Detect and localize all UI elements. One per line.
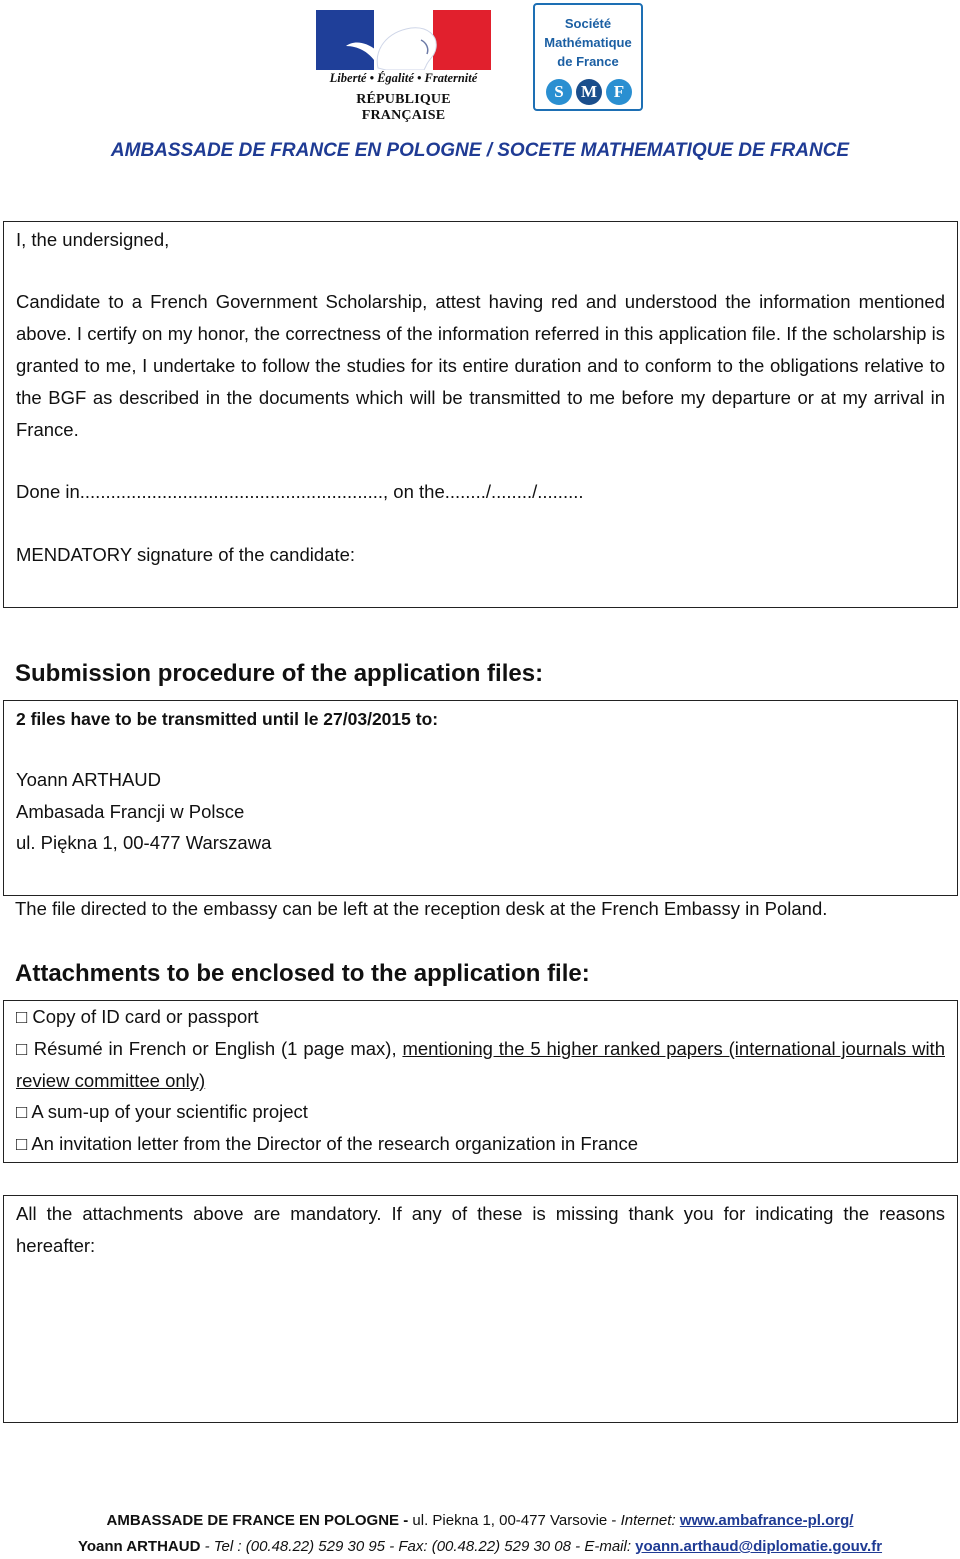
declaration-intro: I, the undersigned, <box>16 229 170 250</box>
footer-line1 <box>0 1512 960 1529</box>
smf-name-line2: Mathématique <box>544 35 632 50</box>
attachment-label-underlined: mentioning the 5 higher ranked papers (international journals with review committee only) <box>16 1038 945 1091</box>
submission-box <box>3 700 958 896</box>
footer-tel-label: - Tel : <box>200 1538 242 1555</box>
marianne-flag-emblem <box>316 10 491 70</box>
address-street: ul. Piękna 1, 00-477 Warszawa <box>16 832 272 853</box>
submission-title: Submission procedure of the application files: <box>15 660 544 687</box>
attachment-item-id <box>16 1001 259 1033</box>
signature-label: MENDATORY signature of the candidate: <box>16 544 356 565</box>
attachments-box <box>3 1000 958 1163</box>
footer-address: ul. Piekna 1, 00-477 Varsovie - <box>412 1512 621 1529</box>
smf-name-line1: Société <box>564 16 612 31</box>
attachment-label: A sum-up of your scientific project <box>31 1101 308 1122</box>
footer-website-link[interactable]: www.ambafrance-pl.org/ <box>679 1512 854 1529</box>
attachment-item-invitation <box>16 1128 638 1160</box>
footer-fax-label: - Fax: <box>385 1538 428 1555</box>
footer-tel: (00.48.22) 529 30 95 <box>241 1538 386 1555</box>
republique-motto: Liberté • Égalité • Fraternité <box>329 71 478 85</box>
smf-letter-m: M <box>576 79 602 105</box>
attachment-label: An invitation letter from the Director of the research organization in France <box>31 1133 638 1154</box>
address-name: Yoann ARTHAUD <box>16 769 162 790</box>
footer-contact-name: Yoann ARTHAUD <box>77 1538 201 1555</box>
attachments-title: Attachments to be enclosed to the application file: <box>15 960 590 987</box>
marianne-icon <box>316 10 491 70</box>
checkbox-icon[interactable]: □ <box>16 1133 28 1154</box>
smf-logo <box>533 3 643 111</box>
footer-fax: (00.48.22) 529 30 08 - <box>427 1538 585 1555</box>
attachment-item-resume <box>16 1033 945 1097</box>
attachment-label: Résumé in French or English (1 page max), <box>33 1038 403 1059</box>
checkbox-icon[interactable]: □ <box>16 1101 28 1122</box>
address-institution: Ambasada Francji w Polsce <box>16 801 245 822</box>
declaration-paragraph: Candidate to a French Government Scholarship, attest having red and understood the information mentioned above. I certify on my honor, the correctness of the information referred in this application file. If the scholarship is granted to me, I undertake to follow the studies for its entire duration and to conform to the obligations relative to the BGF as described in the documents which will be transmitted to me before my departure or at my arrival in France. <box>16 291 945 440</box>
smf-letters <box>546 79 632 105</box>
smf-letter-f: F <box>606 79 632 105</box>
footer-internet-label: Internet: <box>620 1512 676 1529</box>
mandatory-note: All the attachments above are mandatory. If any of these is missing thank you for indicating the reasons hereafter: <box>16 1203 945 1256</box>
page-title: AMBASSADE DE FRANCE EN POLOGNE / SOCETE MATHEMATIQUE DE FRANCE <box>110 140 850 161</box>
checkbox-icon[interactable]: □ <box>16 1038 28 1059</box>
attachment-label: Copy of ID card or passport <box>32 1006 259 1027</box>
declaration-box <box>3 221 958 608</box>
submission-note: The file directed to the embassy can be left at the reception desk at the French Embassy in Poland. <box>15 898 828 919</box>
smf-name-line3: de France <box>557 54 619 69</box>
footer-sep: - <box>399 1512 413 1529</box>
missing-reasons-box[interactable] <box>3 1195 958 1423</box>
done-in-line: Done in..........................................................., on the......../......../......... <box>16 481 584 502</box>
footer-email-label: E-mail: <box>584 1538 631 1555</box>
footer-org: AMBASSADE DE FRANCE EN POLOGNE <box>106 1512 400 1529</box>
attachment-item-project <box>16 1096 308 1128</box>
footer-email-link[interactable]: yoann.arthaud@diplomatie.gouv.fr <box>635 1538 883 1555</box>
republique-name: RÉPUBLIQUE FRANÇAISE <box>356 92 451 123</box>
submission-deadline: 2 files have to be transmitted until le 27/03/2015 to: <box>16 709 439 729</box>
footer-line2 <box>0 1538 960 1555</box>
checkbox-icon[interactable]: □ <box>16 1006 28 1027</box>
smf-letter-s: S <box>546 79 572 105</box>
republique-francaise-logo <box>316 10 491 123</box>
